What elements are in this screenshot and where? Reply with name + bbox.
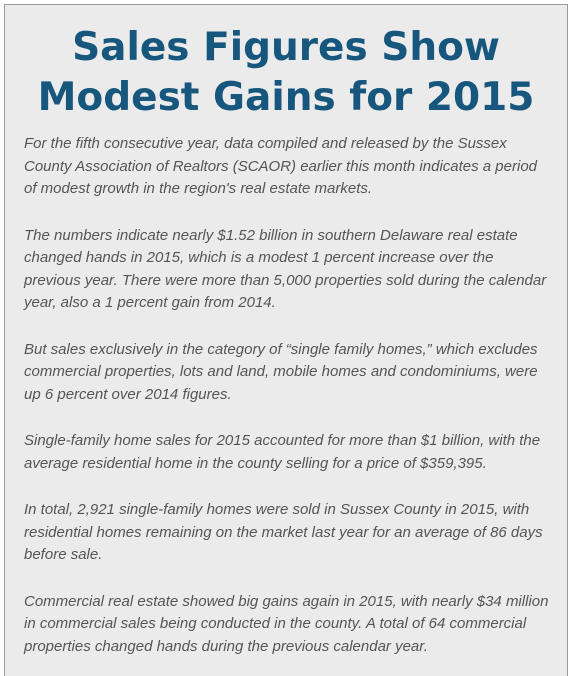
article-body [5,123,567,658]
article-title-line-1: Sales Figures Show [72,25,500,70]
article-panel [4,4,568,676]
paragraph-average-price: Single-family home sales for 2015 accounted for more than $1 billion, with the average residential home in the county selling for a price of $359,395. [24,432,541,472]
article-title-line-2: Modest Gains for 2015 [37,75,535,120]
paragraph-intro: For the fifth consecutive year, data compiled and released by the Sussex County Association of Realtors (SCAOR) earlier this month indicates a period of modest growth in the region's real estate markets. [24,135,538,197]
paragraph-homes-sold: In total, 2,921 single-family homes were sold in Sussex County in 2015, with residential homes remaining on the market last year for an average of 86 days before sale. [24,501,543,563]
paragraph-single-family: But sales exclusively in the category of “single family homes,” which excludes commercial properties, lots and land, mobile homes and condominiums, were up 6 percent over 2014 figures. [24,340,538,403]
paragraph-commercial: Commercial real estate showed big gains again in 2015, with nearly $34 million in commercial sales being conducted in the county. A total of 64 commercial properties changed hands during the previous calendar year. [24,592,549,655]
paragraph-overall-sales: The numbers indicate nearly $1.52 billion in southern Delaware real estate changed hands in 2015, which is a modest 1 percent increase over the previous year. There were more than 5,000 properties sold during the calendar year, also a 1 percent gain from 2014. [24,226,547,311]
article-title [5,5,567,123]
